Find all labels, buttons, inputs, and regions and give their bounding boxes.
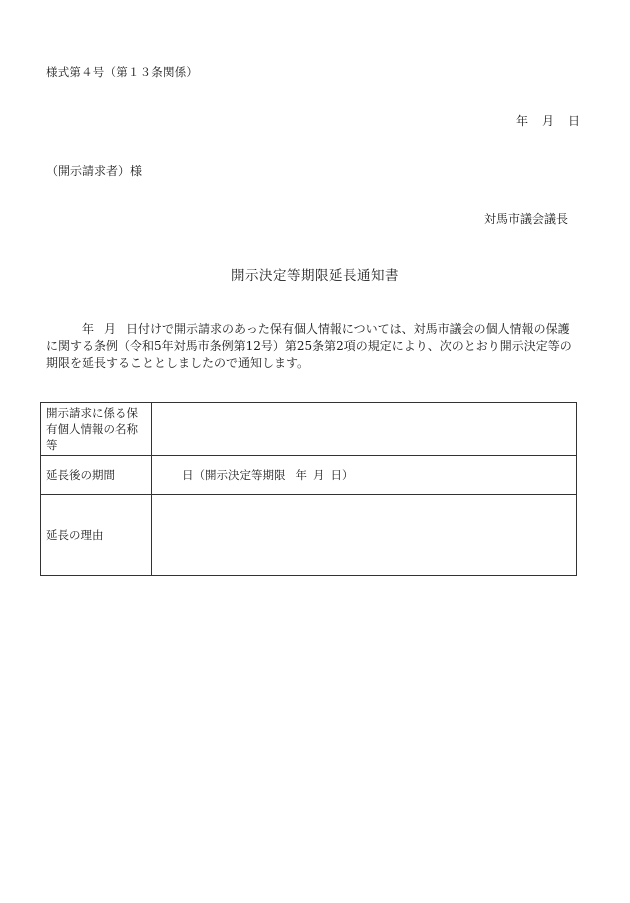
date-month: 月 [542, 114, 555, 128]
row-label-reason: 延長の理由 [41, 495, 152, 576]
info-table [40, 402, 577, 576]
body-month: 月 [104, 322, 117, 336]
body-year: 年 [82, 322, 95, 336]
row-label-info-name: 開示請求に係る保有個人情報の名称等 [41, 403, 152, 456]
date-line [516, 112, 580, 129]
form-number: 様式第４号（第１３条関係） [46, 65, 199, 79]
table-row [41, 456, 577, 495]
body-text: 日付けで開示請求のあった保有個人情報については、対馬市議会の個人情報の保護に関する条例（令和5年対馬市条例第12号）第25条第2項の規定により、次のとおり開示決定等の期限を延長することとしましたので通知します。 [46, 322, 572, 370]
issuer: 対馬市議会議長 [484, 212, 569, 226]
table-row [41, 403, 577, 456]
row-label-extended-period: 延長後の期間 [41, 456, 152, 495]
period-line [182, 467, 576, 483]
period-day: 日） [330, 468, 354, 482]
document-title: 開示決定等期限延長通知書 [231, 268, 399, 284]
row-value-reason[interactable] [152, 495, 577, 576]
row-value-info-name[interactable] [152, 403, 577, 456]
table-row [41, 495, 577, 576]
period-month: 月 [313, 468, 325, 482]
date-day: 日 [568, 114, 581, 128]
period-days: 日（開示決定等期限 [182, 468, 286, 482]
addressee: （開示請求者）様 [46, 164, 143, 178]
period-year: 年 [295, 468, 307, 482]
body-paragraph [46, 321, 580, 372]
date-year: 年 [516, 114, 529, 128]
row-value-extended-period[interactable] [152, 456, 577, 495]
